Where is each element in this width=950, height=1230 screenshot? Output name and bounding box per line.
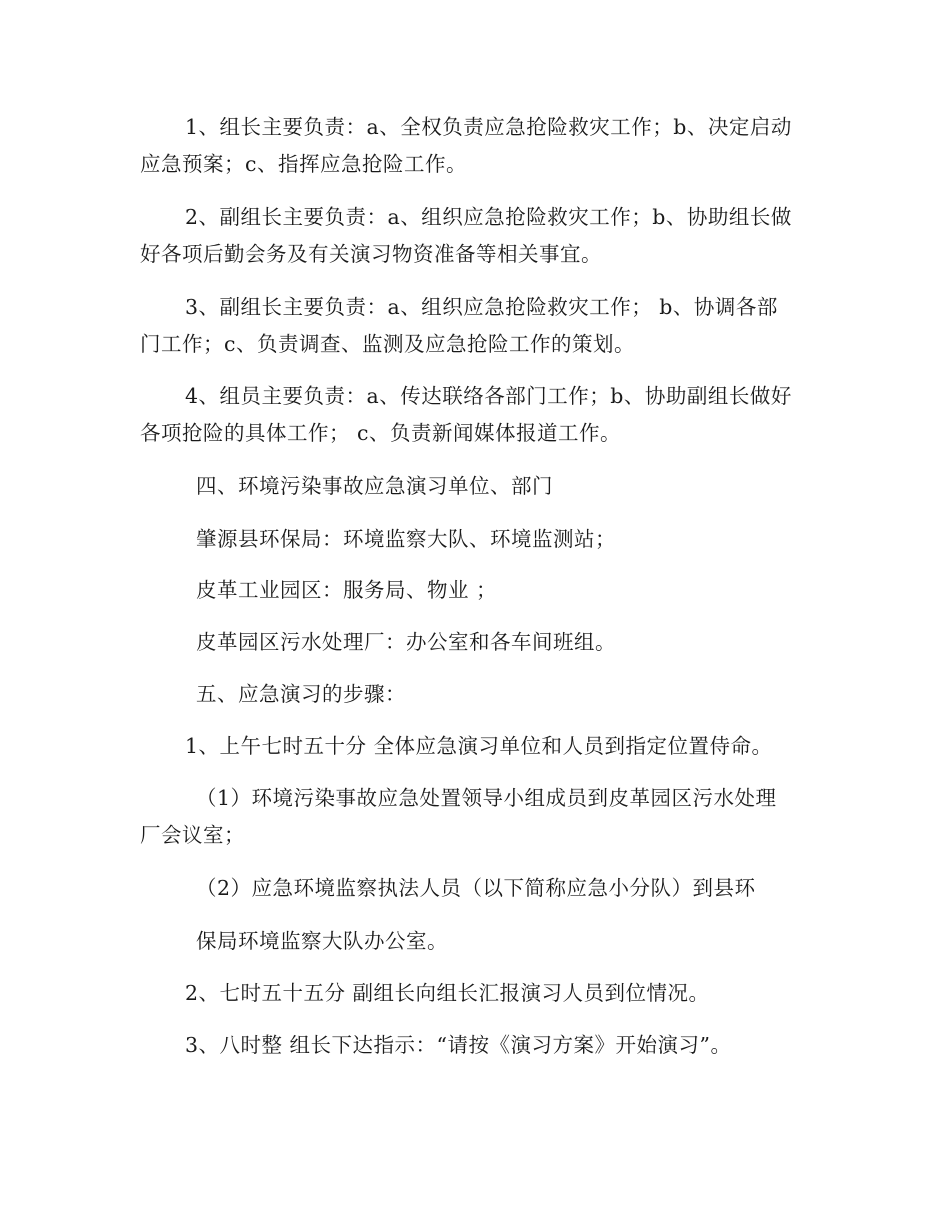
paragraph-1-line-2: 应急预案；c、指挥应急抢险工作。	[140, 152, 467, 176]
paragraph-2-line-1: 2、副组长主要负责：a、组织应急抢险救灾工作；b、协助组长做	[185, 205, 792, 229]
step-1-line: 1、上午七时五十分 全体应急演习单位和人员到指定位置侍命。	[185, 734, 773, 758]
section-heading-drill-units: 四、环境污染事故应急演习单位、部门	[196, 474, 553, 498]
step-1-sub-1-line-2: 厂会议室；	[140, 823, 245, 847]
step-1-sub-1-line-1: （1）环境污染事故应急处置领导小组成员到皮革园区污水处理	[196, 786, 777, 810]
step-1-sub-2-line-2: 保局环境监察大队办公室。	[196, 929, 448, 953]
paragraph-3-line-2: 门工作；c、负责调查、监测及应急抢险工作的策划。	[140, 332, 635, 356]
paragraph-4-line-2: 各项抢险的具体工作； c、负责新闻媒体报道工作。	[140, 421, 621, 445]
unit-line-leather-park: 皮革工业园区：服务局、物业 ；	[196, 578, 498, 602]
section-heading-drill-steps: 五、应急演习的步骤：	[196, 682, 406, 706]
step-2-line: 2、七时五十五分 副组长向组长汇报演习人员到位情况。	[185, 981, 710, 1005]
paragraph-2-line-2: 好各项后勤会务及有关演习物资准备等相关事宜。	[140, 242, 602, 266]
unit-line-epb: 肇源县环保局：环境监察大队、环境监测站；	[196, 527, 616, 551]
paragraph-3-line-1: 3、副组长主要负责：a、组织应急抢险救灾工作； b、协调各部	[185, 295, 778, 319]
step-1-sub-2-line-1: （2）应急环境监察执法人员（以下简称应急小分队）到县环	[196, 876, 756, 900]
paragraph-1-line-1: 1、组长主要负责：a、全权负责应急抢险救灾工作；b、决定启动	[185, 115, 792, 139]
paragraph-4-line-1: 4、组员主要负责：a、传达联络各部门工作；b、协助副组长做好	[185, 384, 792, 408]
step-3-line: 3、八时整 组长下达指示：“请按《演习方案》开始演习”。	[185, 1033, 732, 1057]
unit-line-sewage-plant: 皮革园区污水处理厂：办公室和各车间班组。	[196, 630, 616, 654]
